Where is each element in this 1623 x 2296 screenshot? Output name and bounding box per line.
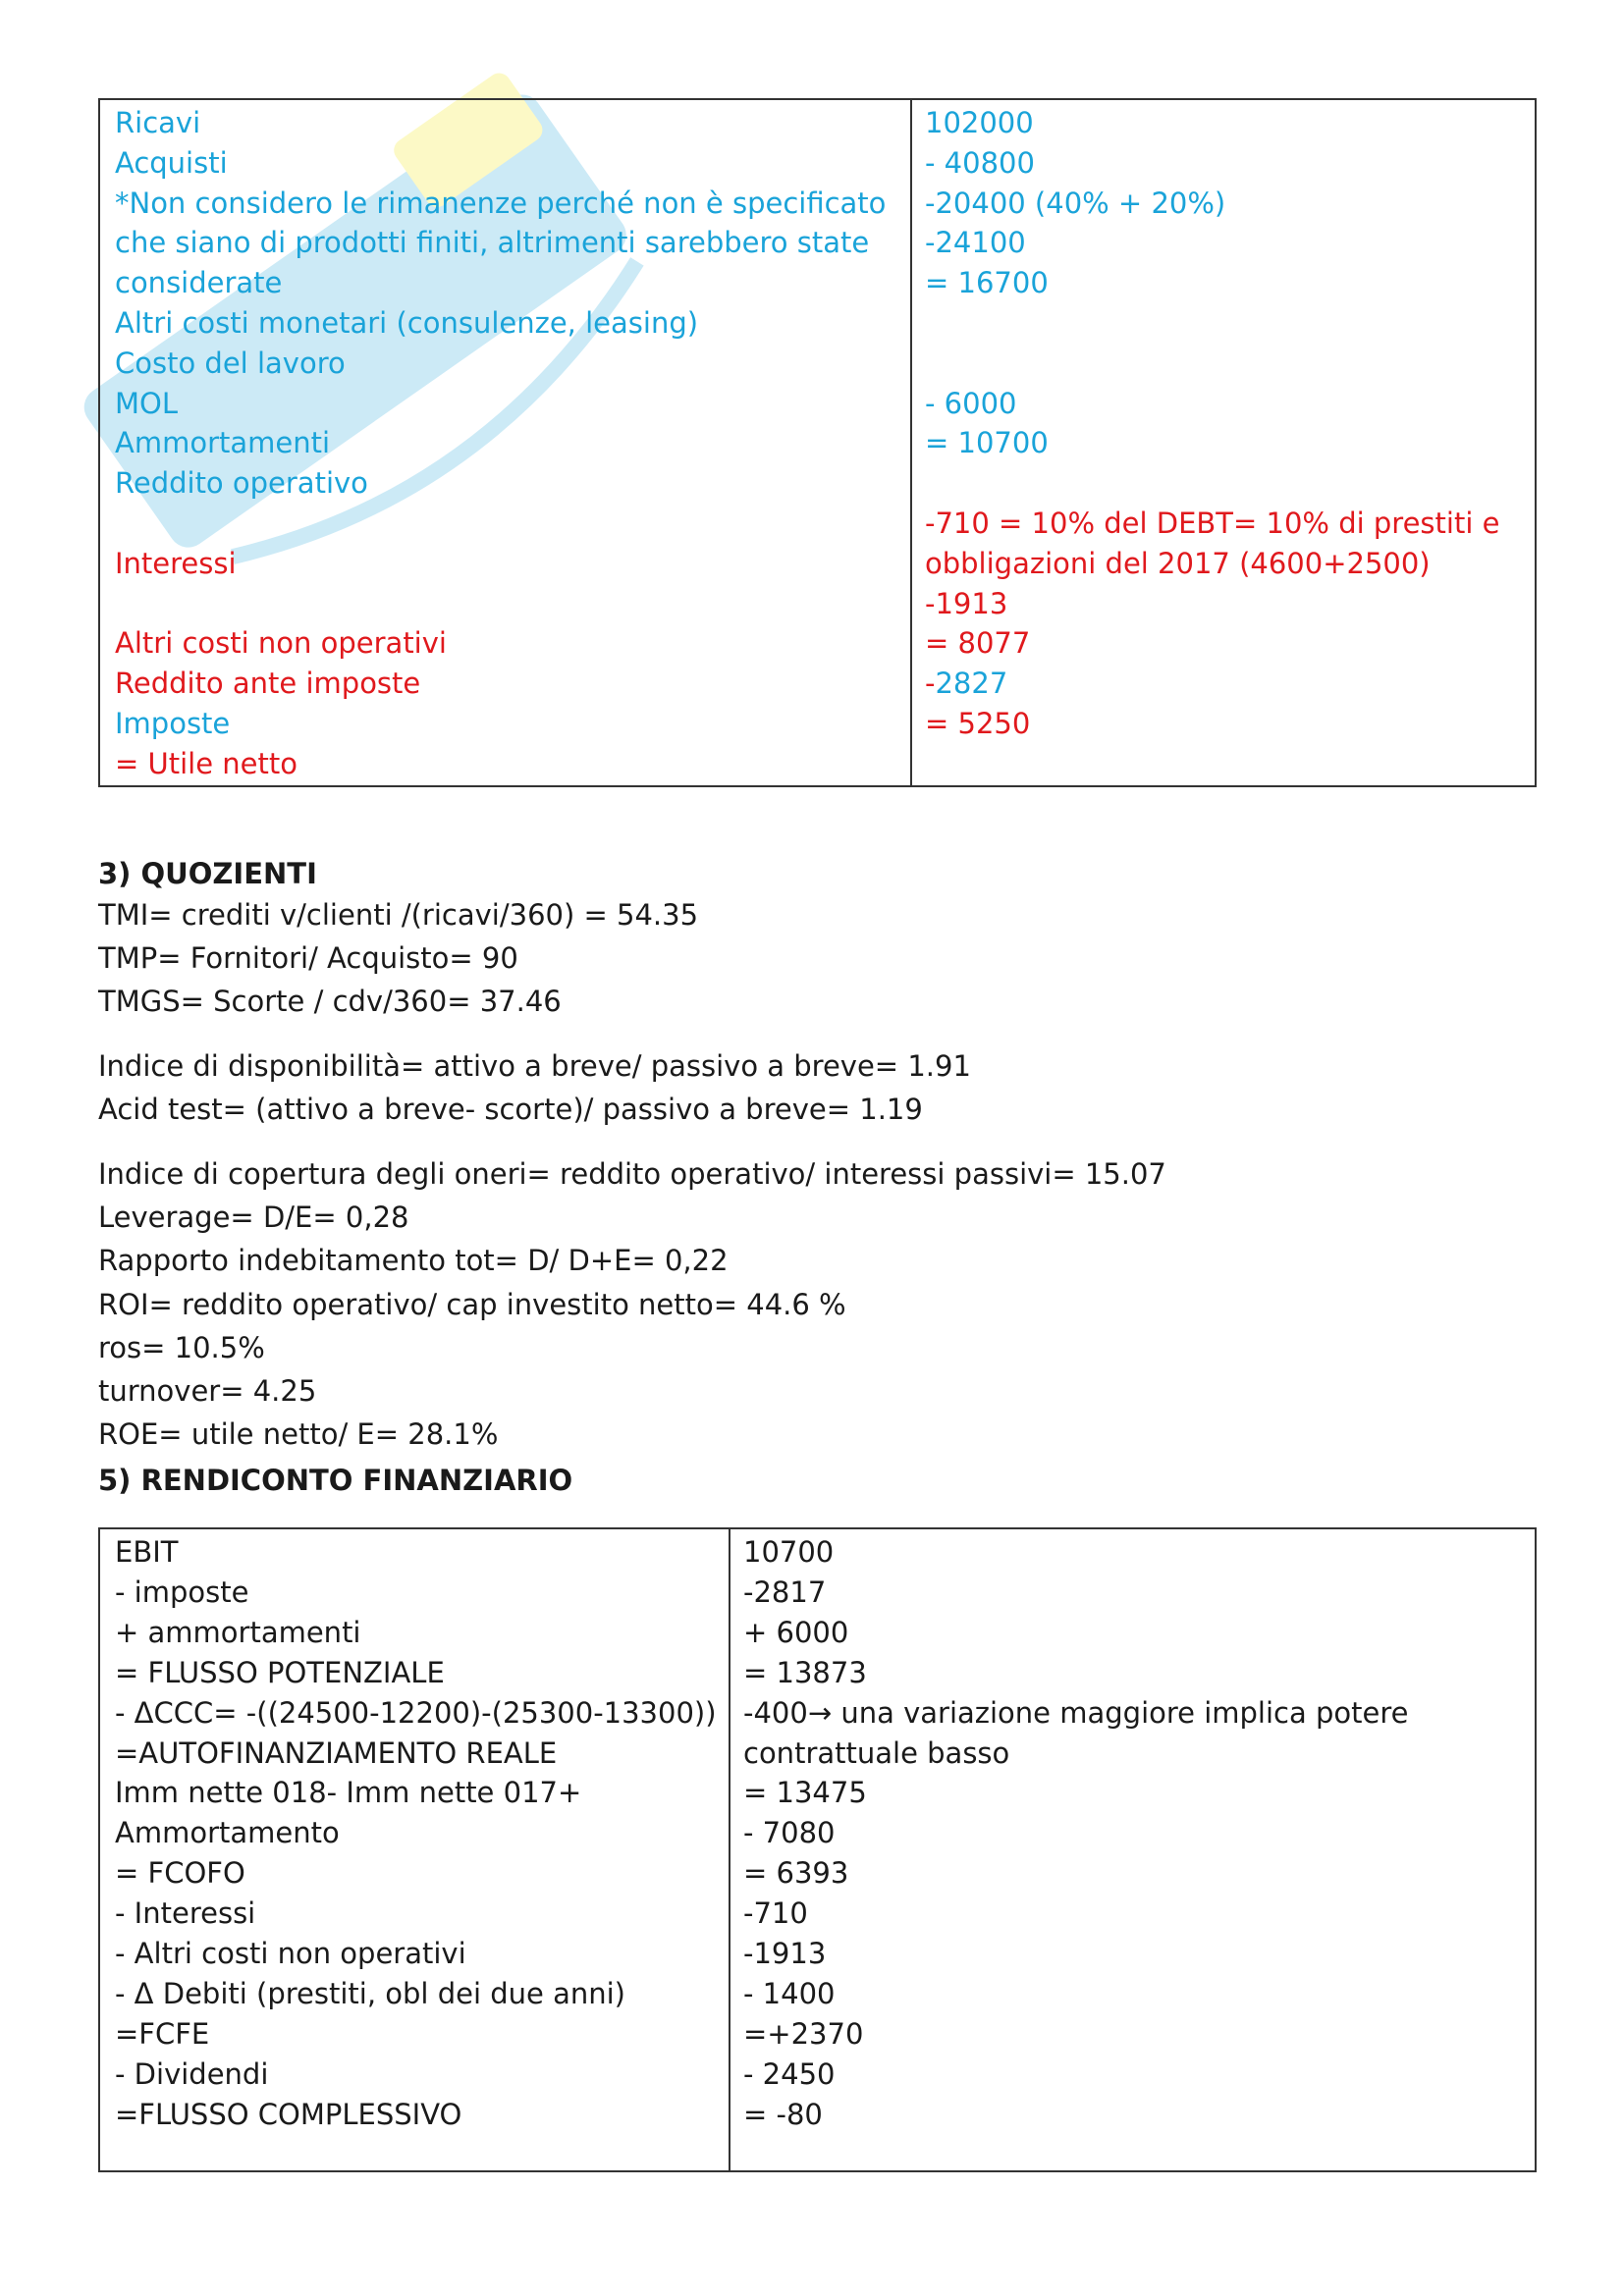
ratio-line: Indice di disponibilità= attivo a breve/ passivo a breve= 1.91 [98,1049,971,1083]
income-label: Altri costi non operativi [115,626,447,661]
income-value: -710 = 10% del DEBT= 10% di prestiti e [925,507,1500,540]
cashflow-label: Ammortamento [115,1816,340,1850]
income-value: = 16700 [925,266,1049,300]
income-value: -1913 [925,586,1008,620]
cashflow-value: contrattuale basso [743,1735,1010,1770]
income-statement-table [98,98,1537,787]
income-label: Interessi [115,546,237,580]
cashflow-value: - 7080 [743,1816,836,1850]
income-label: Ammortamenti [115,426,331,460]
ratio-line: Rapporto indebitamento tot= D/ D+E= 0,22 [98,1244,729,1278]
income-value: = 10700 [925,426,1049,460]
income-label: Imposte [115,707,231,740]
ratio-line: ROI= reddito operativo/ cap investito netto= 44.6 % [98,1287,846,1321]
income-label: = Utile netto [115,746,298,780]
cashflow-value: = 13475 [743,1776,867,1810]
ratio-line: Acid test= (attivo a breve- scorte)/ passivo a breve= 1.19 [98,1093,923,1127]
income-label: Reddito operativo [115,466,368,501]
income-label: che siano di prodotti finiti, altrimenti sarebbero state [115,226,870,260]
cashflow-value: + 6000 [743,1615,849,1649]
income-value: - 40800 [925,145,1035,180]
income-value [925,664,1007,704]
cashflow-value: 10700 [743,1535,835,1569]
cashflow-heading: 5) RENDICONTO FINANZIARIO [98,1464,573,1497]
table-column-divider [729,1529,730,2170]
cashflow-label: - Interessi [115,1896,256,1931]
cashflow-label: - Dividendi [115,2056,269,2091]
cashflow-label: - Altri costi non operativi [115,1937,466,1970]
income-value: -20400 (40% + 20%) [925,186,1226,220]
income-value: = 5250 [925,707,1031,740]
cashflow-value: = -80 [743,2097,823,2131]
income-label: considerate [115,266,283,300]
cashflow-value: =+2370 [743,2016,864,2051]
cashflow-label: Imm nette 018- Imm nette 017+ [115,1776,582,1810]
value-sign: - [925,667,936,701]
cashflow-label: EBIT [115,1535,179,1569]
income-value: = 8077 [925,626,1031,661]
cashflow-label: = FLUSSO POTENZIALE [115,1655,445,1689]
cashflow-label: =FLUSSO COMPLESSIVO [115,2097,462,2131]
value-amount: 2827 [935,667,1008,701]
ratio-line: TMI= crediti v/clienti /(ricavi/360) = 54.35 [98,898,699,932]
income-label: Ricavi [115,106,201,139]
income-label: Acquisti [115,145,228,180]
cashflow-label: - ΔCCC= -((24500-12200)-(25300-13300)) [115,1695,717,1730]
ratio-line: ros= 10.5% [98,1330,265,1364]
ratio-line: TMP= Fornitori/ Acquisto= 90 [98,941,518,976]
cashflow-label: + ammortamenti [115,1615,361,1649]
income-label: Altri costi monetari (consulenze, leasing) [115,306,699,340]
cashflow-value: = 6393 [743,1856,849,1891]
cashflow-value: -710 [743,1896,808,1931]
cashflow-value: = 13873 [743,1655,867,1689]
cashflow-label: - Δ Debiti (prestiti, obl dei due anni) [115,1976,625,2010]
income-label: MOL [115,386,179,420]
cashflow-value: -2817 [743,1575,827,1609]
cashflow-label: =AUTOFINANZIAMENTO REALE [115,1735,558,1770]
ratio-line: Leverage= D/E= 0,28 [98,1201,409,1235]
cashflow-label: =FCFE [115,2016,210,2051]
cashflow-value: -400→ una variazione maggiore implica potere [743,1695,1409,1730]
cashflow-value: -1913 [743,1937,827,1970]
ratio-line: Indice di copertura degli oneri= reddito operativo/ interessi passivi= 15.07 [98,1157,1166,1191]
cashflow-label: - imposte [115,1575,249,1609]
income-value: obbligazioni del 2017 (4600+2500) [925,546,1431,580]
cashflow-value: - 2450 [743,2056,836,2091]
income-value: -24100 [925,226,1026,260]
income-label: Costo del lavoro [115,346,346,380]
ratios-heading: 3) QUOZIENTI [98,857,317,890]
table-column-divider [910,100,912,785]
ratio-line: TMGS= Scorte / cdv/360= 37.46 [98,985,562,1019]
ratio-line: ROE= utile netto/ E= 28.1% [98,1417,499,1452]
income-value: 102000 [925,106,1034,139]
income-value: - 6000 [925,386,1017,420]
cashflow-table [98,1527,1537,2172]
cashflow-value: - 1400 [743,1976,836,2010]
income-label: *Non considero le rimanenze perché non è specificato [115,186,887,220]
income-label: Reddito ante imposte [115,667,421,701]
cashflow-label: = FCOFO [115,1856,245,1891]
ratio-line: turnover= 4.25 [98,1374,317,1408]
